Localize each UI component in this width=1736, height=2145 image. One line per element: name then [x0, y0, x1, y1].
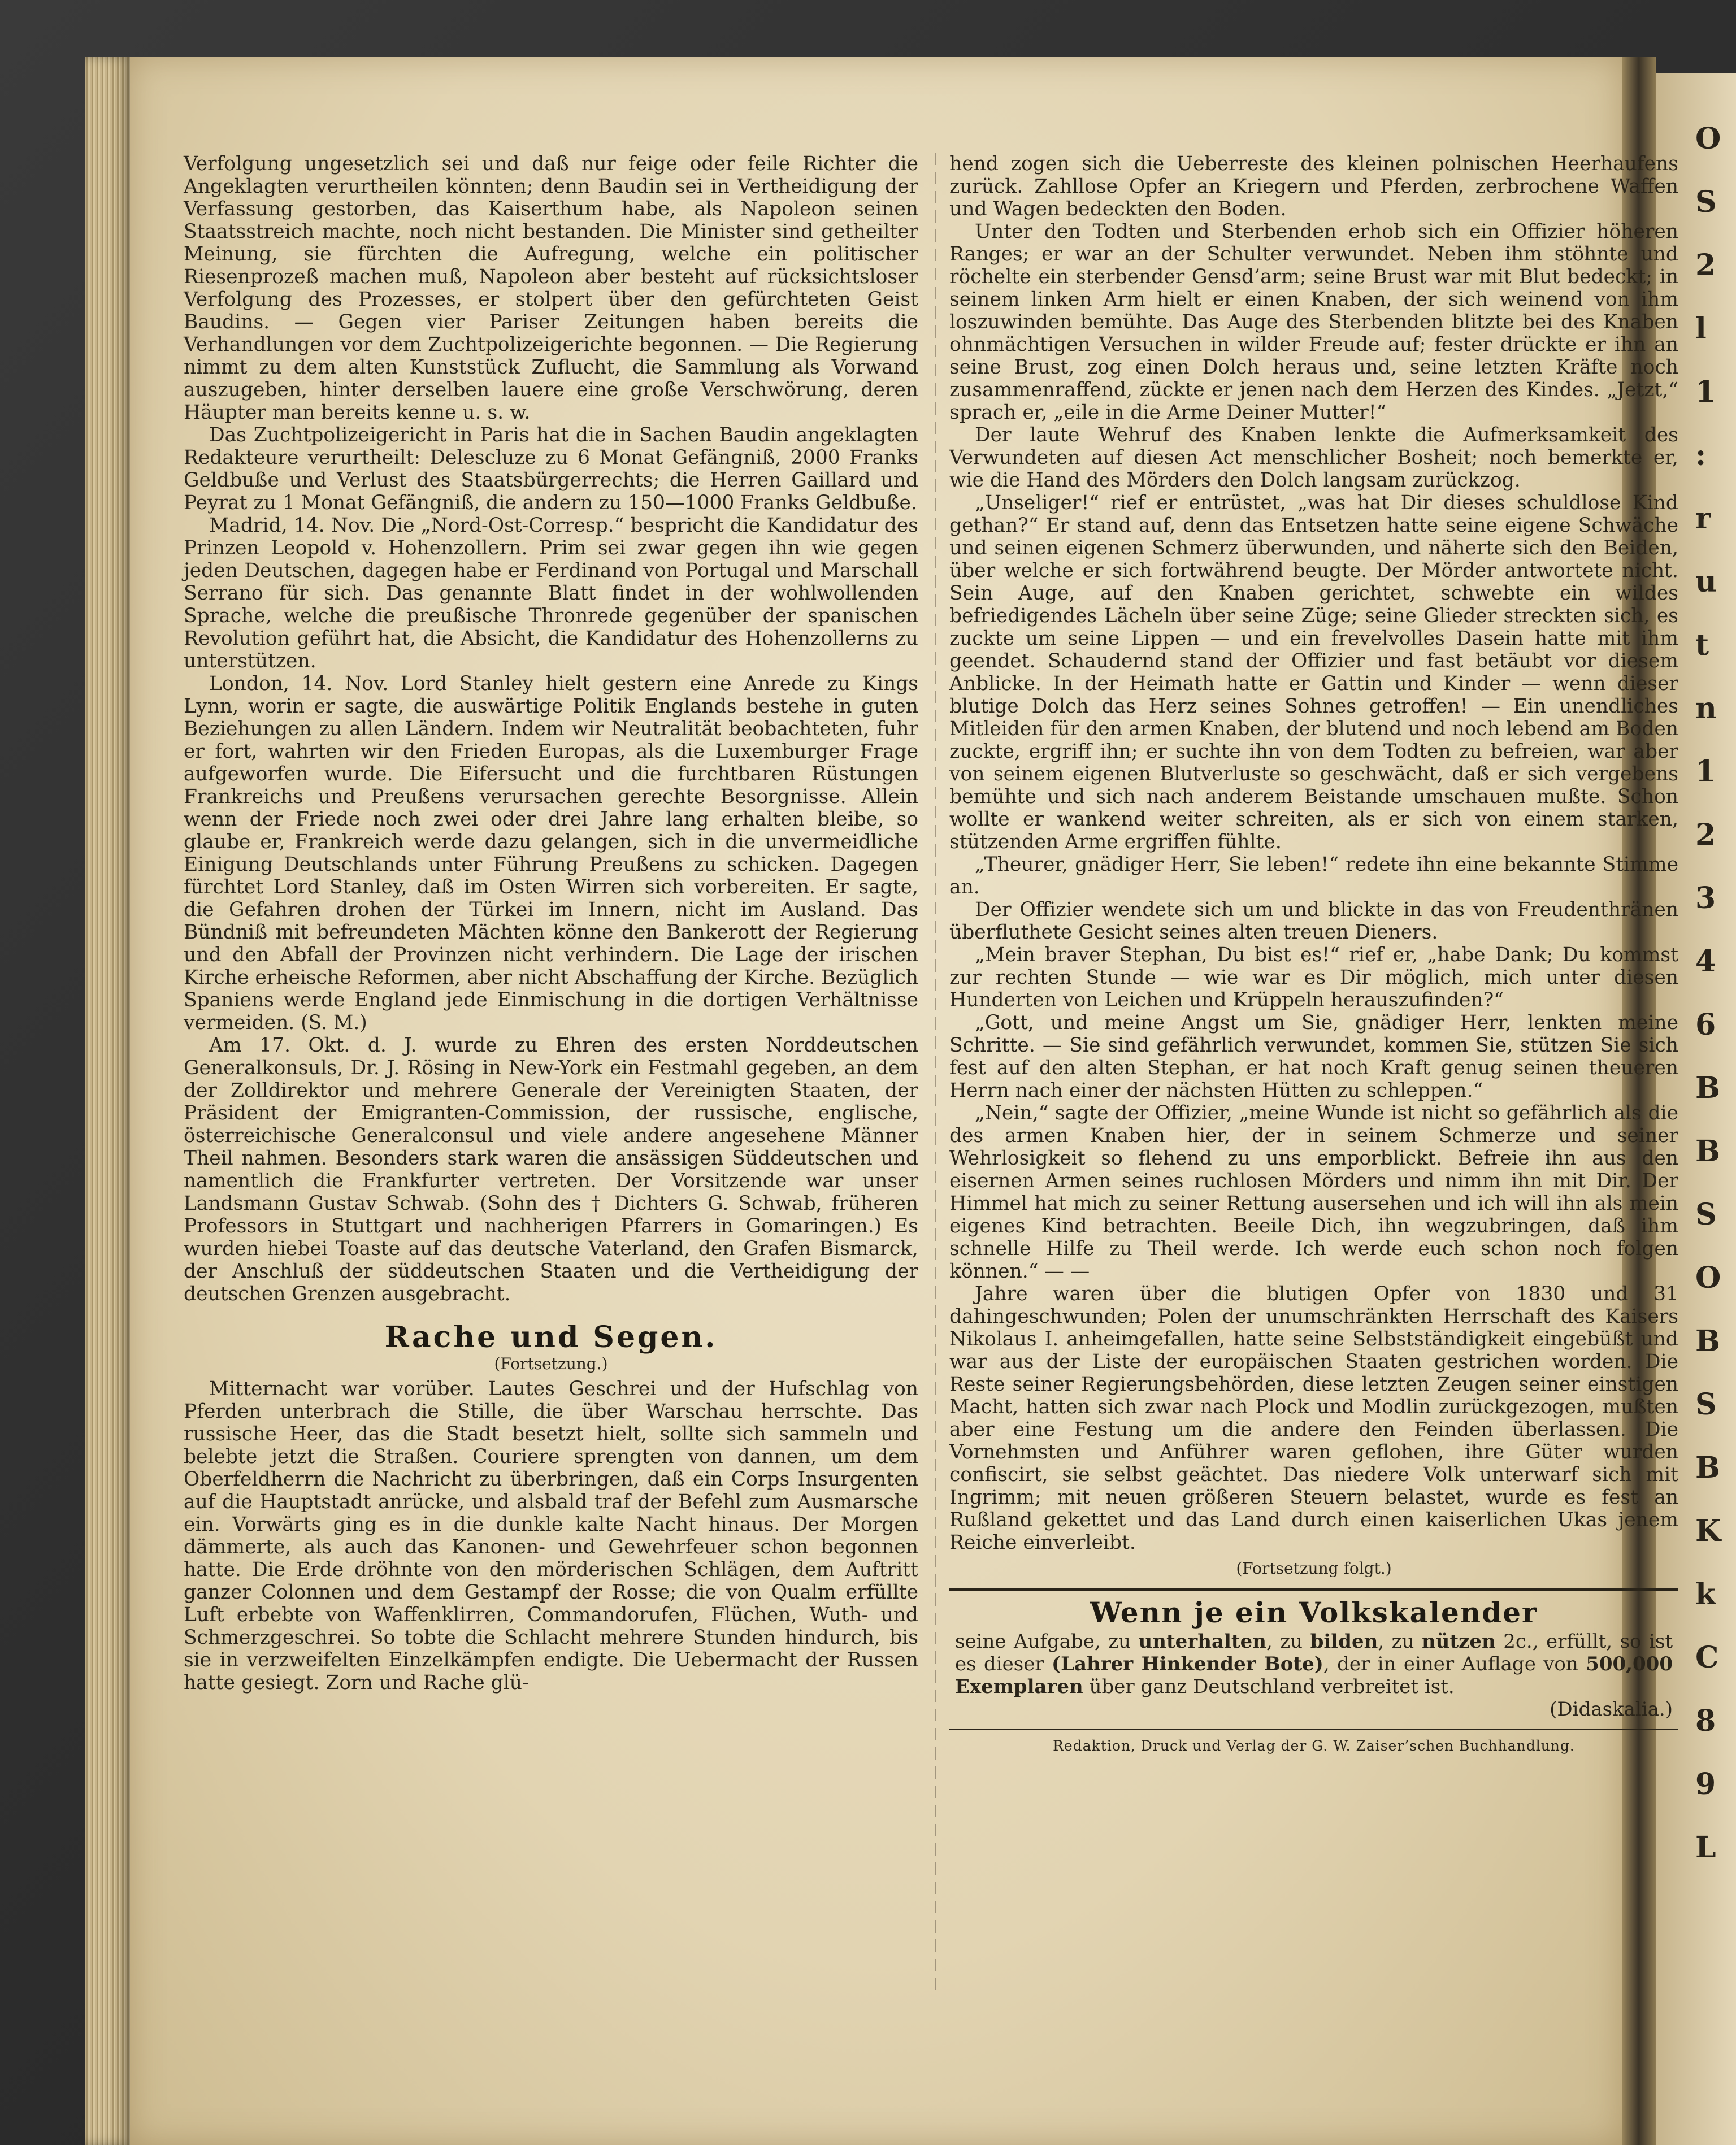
- story-paragraph: Jahre waren über die blutigen Opfer von 1830 und 31 dahingeschwunden; Polen der unumschränkten Herrschaft des Kaisers Nikolaus I. anheimgefallen, hatte seine Selbstständigkeit eingebüßt und war aus der Liste der europäischen Staaten gestrichen worden. Die Reste seiner Regierungsbehörden, diese letzten Zeugen seiner einstigen Macht, hatten sich zwar nach Plock und Modlin zurückgezogen, mußten aber eine Festung um die andere den Feinden überlassen. Die Vornehmsten und Anführer waren geflohen, ihre Güter wurden confiscirt, sie selbst geächtet. Das niedere Volk unterwarf sich mit Ingrimm; mit neuen größeren Steuern belastet, wurde es fest an Rußland gekettet und das Land durch einen kaiserlichen Ukas jenem Reiche einverleibt.: [949, 1283, 1678, 1554]
- ad-body: seine Aufgabe, zu unterhalten, zu bilden, zu nützen 2c., erfüllt, so ist es dieser (Lahrer Hinkender Bote), der in einer Auflage von 500,000 Exemplaren über ganz Deutschland verbreitet ist.: [955, 1630, 1673, 1698]
- ad-source: (Didaskalia.): [1550, 1698, 1673, 1721]
- news-paragraph: Verfolgung ungesetzlich sei und daß nur feige oder feile Richter die Angeklagten verurtheilen könnten; denn Baudin sei in Vertheidigung der Verfassung gestorben, das Kaiserthum habe, als Napoleon seinen Staatsstreich machte, noch nicht bestanden. Die Minister sind getheilter Meinung, sie fürchten die Aufregung, welche ein politischer Riesenprozeß machen muß, Napoleon aber besteht auf rücksichtsloser Verfolgung des Prozesses, er stolpert über den gefürchteten Geist Baudins. — Gegen vier Pariser Zeitungen haben bereits die Verhandlungen vor dem Zuchtpolizeigerichte begonnen. — Die Regierung nimmt zu dem alten Kunststück Zuflucht, die Sammlung als Vorwand auszugeben, hinter derselben lauere eine große Verschwörung, deren Häupter man bereits kenne u. s. w.: [184, 153, 918, 424]
- story-paragraph: Unter den Todten und Sterbenden erhob sich ein Offizier höheren Ranges; er war an der Schulter verwundet. Neben ihm stöhnte und röchelte ein sterbender Gensd’arm; seine Brust war mit Blut bedeckt; in seinem linken Arm hielt er einen Knaben, der sich weinend von ihm loszuwinden bemühte. Das Auge des Sterbenden blitzte bei des Knaben ohnmächtigen Versuchen in wilder Freude auf; fester drückte er ihn an seine Brust, zog einen Dolch heraus und, seine letzten Kräfte noch zusammenraffend, zückte er jenen nach dem Herzen des Kindes. „Jetzt,“ sprach er, „eile in die Arme Deiner Mutter!“: [949, 220, 1678, 424]
- ad-title: Wenn je ein Volkskalender: [1090, 1596, 1538, 1629]
- story-paragraph: hend zogen sich die Ueberreste des kleinen polnischen Heerhaufens zurück. Zahllose Opfer an Kriegern und Pferden, zerbrochene Waffen und Wagen bedeckten den Boden.: [949, 153, 1678, 220]
- news-paragraph: Am 17. Okt. d. J. wurde zu Ehren des ersten Norddeutschen Generalkonsuls, Dr. J. Rösing in New-York ein Festmahl gegeben, an dem der Zolldirektor und mehrere Generale der Vereinigten Staaten, der Präsident der Emigranten-Commission, der russische, englische, österreichische Generalconsul und viele andere angesehene Männer Theil nahmen. Besonders stark waren die ansässigen Süddeutschen und namentlich die Frankfurter vertreten. Der Vorsitzende war unser Landsmann Gustav Schwab. (Sohn des † Dichters G. Schwab, früheren Professors in Stuttgart und nachherigen Pfarrers in Gomaringen.) Es wurden hiebei Toaste auf das deutsche Vaterland, den Grafen Bismarck, der Anschluß der süddeutschen Staaten und die Vertheidigung der deutschen Grenzen ausgebracht.: [184, 1034, 918, 1305]
- advertisement: [949, 1591, 1678, 1730]
- story-title: Rache und Segen.: [384, 1320, 718, 1354]
- news-paragraph: Das Zuchtpolizeigericht in Paris hat die in Sachen Baudin angeklagten Redakteure verurtheilt: Delescluze zu 6 Monat Gefängniß, 2000 Franks Geldbuße und Verlust des Staatsbürgerrechts; die Herren Gaillard und Peyrat zu 1 Monat Gefängniß, die andern zu 150—1000 Franks Geldbuße.: [184, 424, 918, 514]
- book-page-edges: [85, 57, 130, 2145]
- ad-emphasis: unterhalten: [1138, 1630, 1266, 1653]
- left-column: [184, 153, 918, 2100]
- ad-emphasis: bilden: [1310, 1630, 1378, 1653]
- ad-emphasis: 500,000 Exemplaren: [955, 1653, 1673, 1698]
- story-paragraph: Der Offizier wendete sich um und blickte in das von Freudenthränen überfluthete Gesicht seines alten treuen Dieners.: [949, 898, 1678, 944]
- ad-emphasis: (Lahrer Hinkender Bote): [1051, 1653, 1323, 1675]
- news-paragraph: Madrid, 14. Nov. Die „Nord-Ost-Corresp.“ bespricht die Kandidatur des Prinzen Leopold v. Hohenzollern. Prim sei zwar gegen ihn wie gegen jeden Deutschen, dagegen habe er Ferdinand von Portugal und Marschall Serrano für sich. Das genannte Blatt findet in der wohlwollenden Sprache, welche die preußische Thronrede gegenüber der spanischen Revolution geführt hat, die Absicht, die Kandidatur des Hohenzollerns zu unterstützen.: [184, 514, 918, 672]
- story-paragraph: „Unseliger!“ rief er entrüstet, „was hat Dir dieses schuldlose Kind gethan?“ Er stand auf, denn das Entsetzen hatte seine eigene Schwäche und seinen eigenen Schmerz überwunden, und näherte sich den Beiden, über welche er sich fortwährend beugte. Der Mörder antwortete nicht. Sein Auge, auf den Knaben gerichtet, schwebte ein wildes befriedigendes Lächeln über seine Züge; seine Glieder streckten sich, es zuckte um seine Lippen — und ein frevelvolles Dasein hatte mit ihm geendet. Schaudernd stand der Offizier und fast betäubt vor diesem Anblicke. In der Heimath hatte er Gattin und Kinder — wenn dieser blutige Dolch das Herz seines Sohnes getroffen! — Ein unendliches Mitleiden für den armen Knaben, der blutend und noch lebend am Boden zuckte, ergriff ihn; er suchte ihn von dem Todten zu befreien, war aber von seinem eigenen Blutverluste so geschwächt, daß er sich vergebens bemühte und sich nach anderem Beistande umschauen mußte. Schon wollte er wankend weiter schreiten, als er sich von einem starken, stützenden Arme ergriffen fühlte.: [949, 492, 1678, 853]
- story-paragraph: „Gott, und meine Angst um Sie, gnädiger Herr, lenkten meine Schritte. — Sie sind gefährlich verwundet, kommen Sie, stützen Sie sich fest auf den alten Stephan, er hat noch Kraft genug seinen theueren Herrn nach einer der nächsten Hütten zu schleppen.“: [949, 1011, 1678, 1102]
- story-paragraph: „Theurer, gnädiger Herr, Sie leben!“ redete ihn eine bekannte Stimme an.: [949, 853, 1678, 898]
- story-paragraph: Der laute Wehruf des Knaben lenkte die Aufmerksamkeit des Verwundeten auf diesen Act menschlicher Bosheit; noch bemerkte er, wie die Hand des Mörders den Dolch langsam zurückzog.: [949, 424, 1678, 492]
- news-paragraph: London, 14. Nov. Lord Stanley hielt gestern eine Anrede zu Kings Lynn, worin er sagte, die auswärtige Politik Englands bestehe in guten Beziehungen zu allen Ländern. Indem wir Neutralität beobachteten, fuhr er fort, wahrten wir den Frieden Europas, als die Luxemburger Frage aufgeworfen wurde. Die Eifersucht und die furchtbaren Rüstungen Frankreichs und Preußens verursachen gerechte Besorgnisse. Allein wenn der Friede noch zwei oder drei Jahre lang erhalten bleibe, so glaube er, Frankreich werde dazu gelangen, sich in die unvermeidliche Einigung Deutschlands unter Führung Preußens zu schicken. Dagegen fürchtet Lord Stanley, daß im Osten Wirren sich vorbereiten. Er sagte, die Gefahren drohen der Türkei im Innern, nicht im Ausland. Das Bündniß mit befreundeten Mächten könne den Bankerott der Regierung und den Abfall der Provinzen nicht verhindern. Die Lage der irischen Kirche erheische Reformen, aber nicht Abschaffung der Kirche. Bezüglich Spaniens werde England jede Einmischung in die dortigen Verhältnisse vermeiden. (S. M.): [184, 672, 918, 1034]
- right-column: [949, 153, 1678, 2100]
- continuation-note: (Fortsetzung folgt.): [1236, 1559, 1392, 1578]
- ad-emphasis: nützen: [1421, 1630, 1496, 1653]
- story-subtitle: (Fortsetzung.): [494, 1354, 608, 1373]
- next-page-edge-text: O S 2 l 1 : r u t n 1 2 3 4 6 B B S O B S B K k C 8 9 L: [1695, 121, 1721, 1865]
- column-divider: [935, 153, 936, 1995]
- story-paragraph: „Mein braver Stephan, Du bist es!“ rief er, „habe Dank; Du kommst zur rechten Stunde — wie war es Dir möglich, mich unter diesen Hunderten von Leichen und Krüppeln herauszufinden?“: [949, 944, 1678, 1011]
- imprint: Redaktion, Druck und Verlag der G. W. Zaiser’schen Buchhandlung.: [1053, 1738, 1575, 1754]
- story-paragraph: „Nein,“ sagte der Offizier, „meine Wunde ist nicht so gefährlich als die des armen Knaben hier, der in seinem Schmerze und seiner Wehrlosigkeit so flehend zu uns emporblickt. Befreie ihn aus den eisernen Armen seines ruchlosen Mörders und nimm ihn mit Dir. Der Himmel hat mich zu seiner Rettung ausersehen und ich will ihn als mein eigenes Kind betrachten. Beeile Dich, ihn wegzubringen, daß ihm schnelle Hilfe zu Theil werde. Ich werde euch schon noch folgen können.“ — —: [949, 1102, 1678, 1283]
- story-paragraph: Mitternacht war vorüber. Lautes Geschrei und der Hufschlag von Pferden unterbrach die Stille, die über Warschau herrschte. Das russische Heer, das die Stadt besetzt hielt, sollte sich sammeln und belebte jetzt die Straßen. Couriere sprengten von dannen, um dem Oberfeldherrn die Nachricht zu überbringen, daß ein Corps Insurgenten auf die Hauptstadt anrücke, und alsbald traf der Befehl zum Ausmarsche ein. Vorwärts ging es in die dunkle kalte Nacht hinaus. Der Morgen dämmerte, als auch das Kanonen- und Gewehrfeuer schon begonnen hatte. Die Erde dröhnte von den mörderischen Schlägen, dem Auftritt ganzer Colonnen und dem Gestampf der Rosse; die von Qualm erfüllte Luft erbebte von Waffenklirren, Commandorufen, Flüchen, Wuth- und Schmerzgeschrei. So tobte die Schlacht mehrere Stunden hindurch, bis sie in verzweifelten Einzelkämpfen endigte. Die Uebermacht der Russen hatte gesiegt. Zorn und Rache glü-: [184, 1378, 918, 1694]
